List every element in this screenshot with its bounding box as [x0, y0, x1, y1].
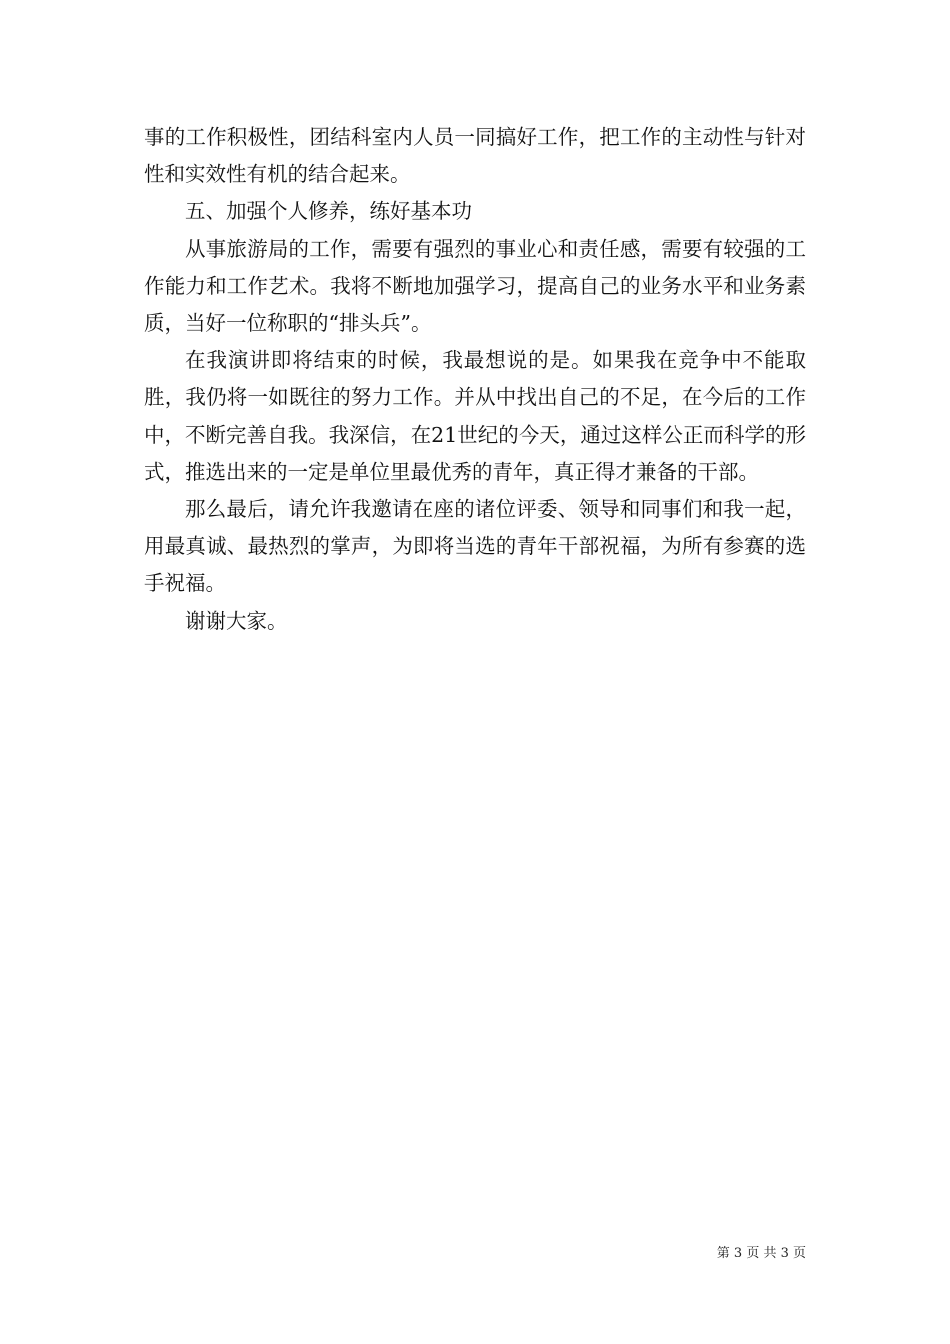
document-body: [144, 119, 806, 640]
paragraph-continuation: 事的工作积极性，团结科室内人员一同搞好工作，把工作的主动性与针对性和实效性有机的结合起来。: [144, 125, 806, 187]
paragraph-closing-remarks: 在我演讲即将结束的时候，我最想说的是。如果我在竞争中不能取胜，我仍将一如既往的努力工作。并从中找出自己的不足，在今后的工作中，不断完善自我。我深信，在21世纪的今天，通过这样公正而科学的形式，推选出来的一定是单位里最优秀的青年，真正得才兼备的干部。: [144, 348, 806, 484]
paragraph-invitation: 那么最后，请允许我邀请在座的诸位评委、领导和同事们和我一起，用最真诚、最热烈的掌声，为即将当选的青年干部祝福，为所有参赛的选手祝福。: [144, 497, 806, 596]
paragraph-thanks: 谢谢大家。: [185, 608, 288, 633]
section-heading-5: 五、加强个人修养，练好基本功: [185, 199, 472, 224]
paragraph-tourism-work: 从事旅游局的工作，需要有强烈的事业心和责任感，需要有较强的工作能力和工作艺术。我将不断地加强学习，提高自己的业务水平和业务素质，当好一位称职的“排头兵”。: [144, 236, 806, 336]
page-number-footer: 第 3 页 共 3 页: [716, 1246, 806, 1261]
